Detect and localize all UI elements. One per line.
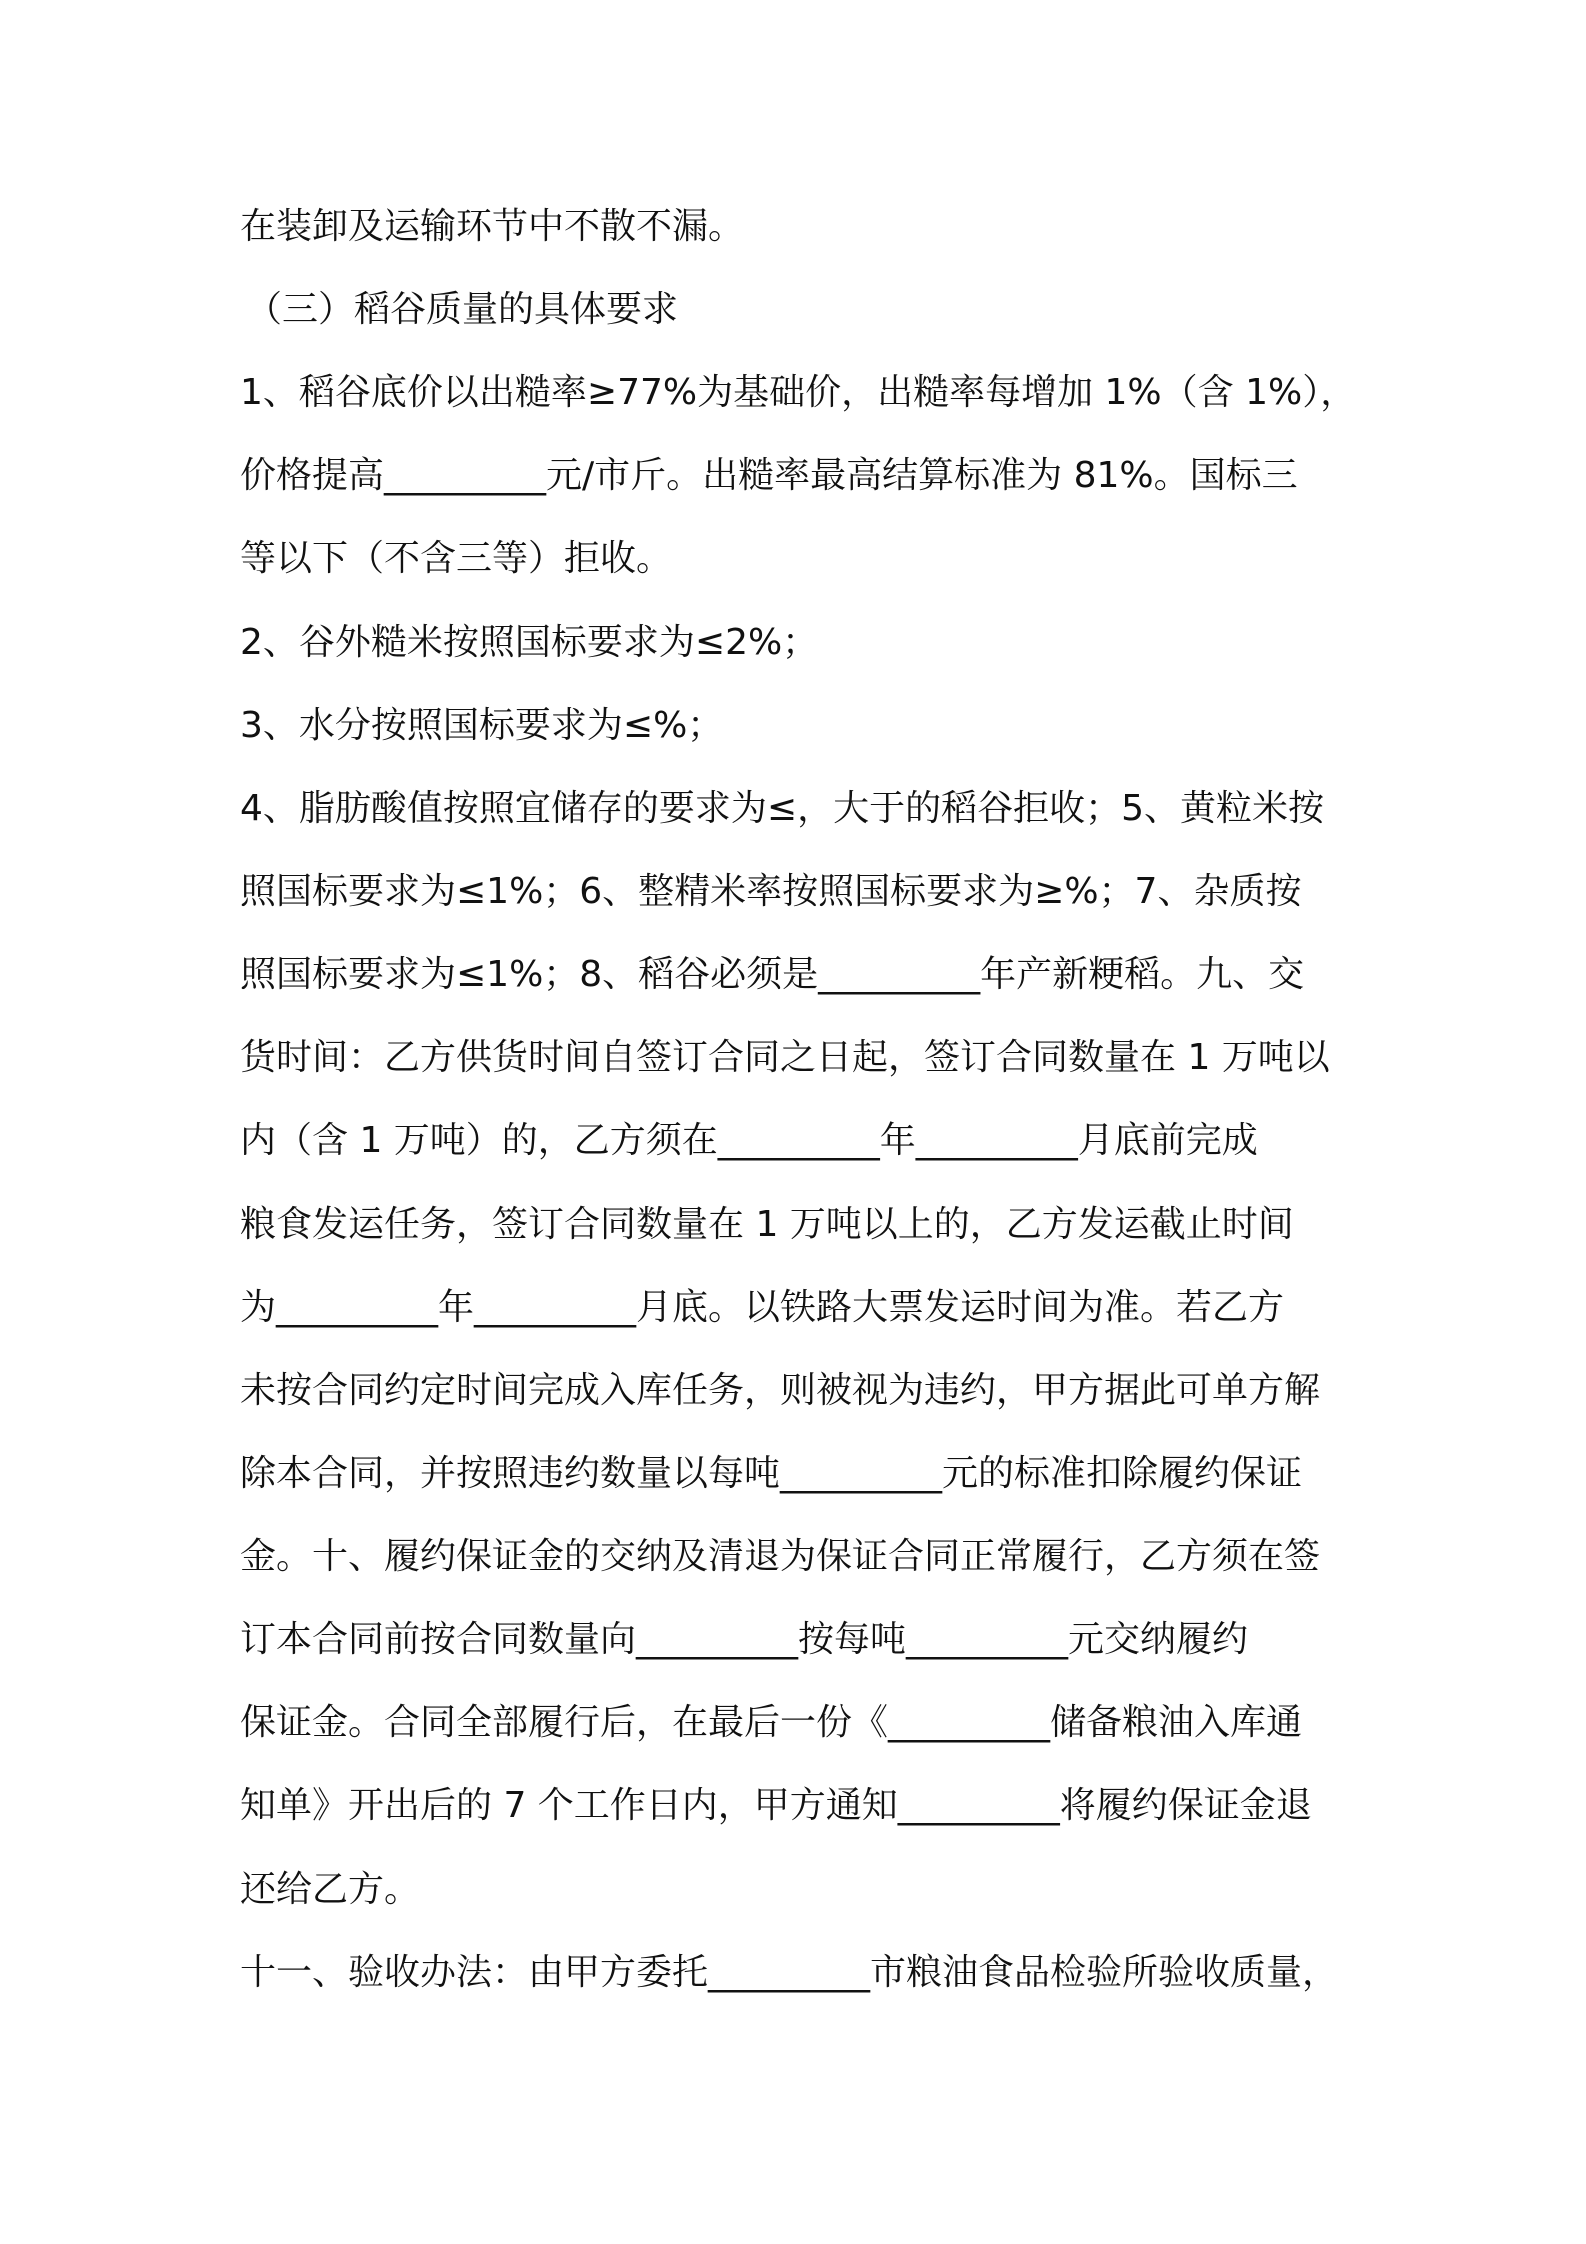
section-heading: （三）稻谷质量的具体要求 <box>246 289 679 330</box>
text-line: 3、水分按照国标要求为≤%； <box>240 705 724 746</box>
text-line: 内（含 1 万吨）的，乙方须在_________年_________月底前完成 <box>240 1120 1258 1161</box>
text-line: 价格提高_________元/市斤。出糙率最高结算标准为 81%。国标三 <box>240 455 1298 496</box>
text-line: 保证金。合同全部履行后，在最后一份《_________储备粮油入库通 <box>240 1702 1303 1743</box>
text-line: 等以下（不含三等）拒收。 <box>240 538 673 579</box>
text-line: 4、脂肪酸值按照宜储存的要求为≤，大于的稻谷拒收；5、黄粒米按 <box>240 788 1324 829</box>
text-line: 金。十、履约保证金的交纳及清退为保证合同正常履行，乙方须在签 <box>240 1536 1321 1577</box>
text-line: 照国标要求为≤1%；6、整精米率按照国标要求为≥%；7、杂质按 <box>240 871 1302 912</box>
text-line: 还给乙方。 <box>240 1869 421 1910</box>
text-line: 货时间：乙方供货时间自签订合同之日起，签订合同数量在 1 万吨以 <box>240 1037 1330 1078</box>
text-line: 除本合同，并按照违约数量以每吨_________元的标准扣除履约保证 <box>240 1453 1303 1494</box>
section-heading: 十一、验收办法：由甲方委托_________市粮油食品检验所验收质量， <box>240 1952 1339 1993</box>
text-line: 粮食发运任务，签订合同数量在 1 万吨以上的，乙方发运截止时间 <box>240 1204 1294 1245</box>
text-line: 照国标要求为≤1%；8、稻谷必须是_________年产新粳稻。九、交 <box>240 954 1305 995</box>
text-line: 为_________年_________月底。以铁路大票发运时间为准。若乙方 <box>240 1287 1285 1328</box>
text-line: 知单》开出后的 7 个工作日内，甲方通知_________将履约保证金退 <box>240 1785 1312 1826</box>
text-line: 未按合同约定时间完成入库任务，则被视为违约，甲方据此可单方解 <box>240 1370 1321 1411</box>
text-line: 2、谷外糙米按照国标要求为≤2%； <box>240 622 819 663</box>
text-line: 在装卸及运输环节中不散不漏。 <box>240 206 745 247</box>
text-line: 订本合同前按合同数量向_________按每吨_________元交纳履约 <box>240 1619 1249 1660</box>
text-line: 1、稻谷底价以出糙率≥77%为基础价，出糙率每增加 1%（含 1%）， <box>240 372 1357 413</box>
